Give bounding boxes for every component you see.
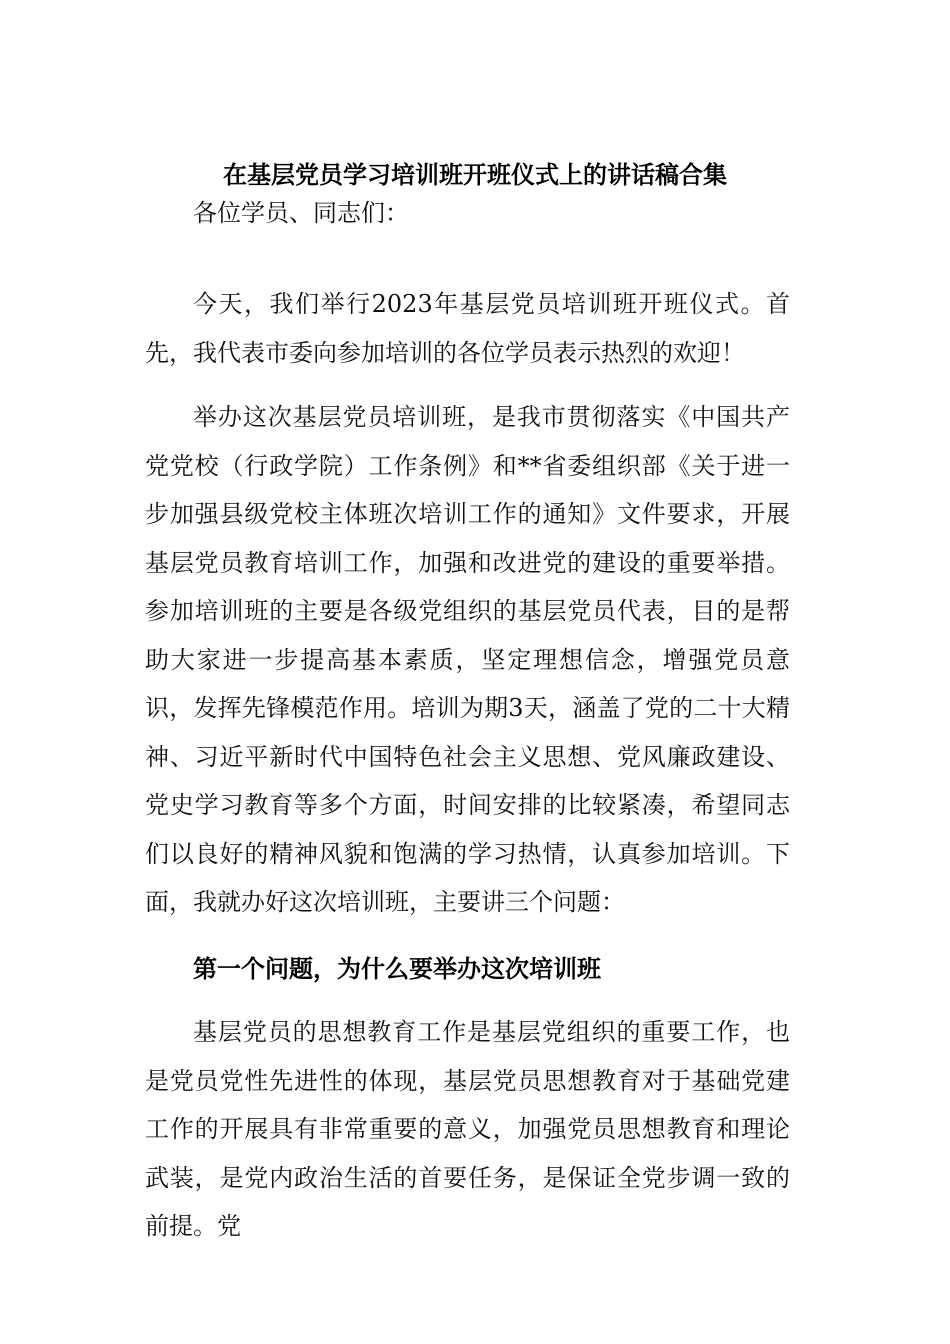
intro-paragraph: 今天，我们举行2023年基层党员培训班开班仪式。首先，我代表市委向参加培训的各位学员表示热烈的欢迎！ [145, 290, 790, 367]
document-title: 在基层党员学习培训班开班仪式上的讲话稿合集 [223, 161, 727, 189]
greeting-paragraph: 各位学员、同志们： [193, 199, 409, 227]
section-heading-first: 第一个问题，为什么要举办这次培训班 [193, 955, 601, 983]
first-section-paragraph: 基层党员的思想教育工作是基层党组织的重要工作，也是党员党性先进性的体现，基层党员思想教育对于基础党建工作的开展具有非常重要的意义，加强党员思想教育和理论武装，是党内政治生活的首要任务，是保证全党步调一致的前提。党 [145, 1018, 790, 1240]
main-paragraph: 举办这次基层党员培训班，是我市贯彻落实《中国共产党党校（行政学院）工作条例》和**省委组织部《关于进一步加强县级党校主体班次培训工作的通知》文件要求，开展基层党员教育培训工作，加强和改进党的建设的重要举措。参加培训班的主要是各级党组织的基层党员代表，目的是帮助大家进一步提高基本素质，坚定理想信念，增强党员意识，发挥先锋模范作用。培训为期3天，涵盖了党的二十大精神、习近平新时代中国特色社会主义思想、党风廉政建设、党史学习教育等多个方面，时间安排的比较紧凑，希望同志们以良好的精神风貌和饱满的学习热情，认真参加培训。下面，我就办好这次培训班，主要讲三个问题： [145, 403, 790, 916]
